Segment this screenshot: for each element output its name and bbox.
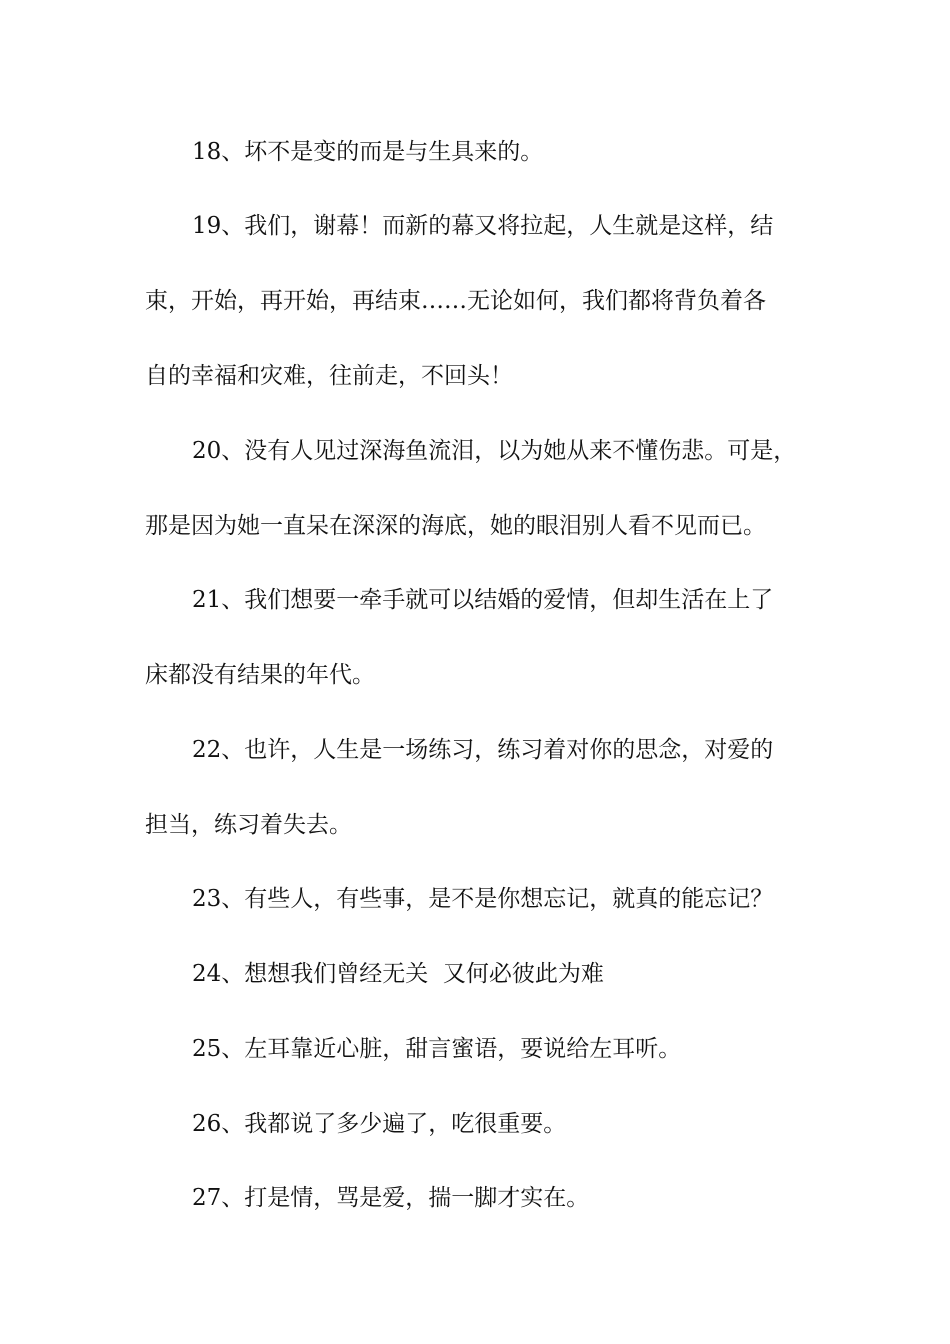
paragraph-line: 19、我们，谢幕！而新的幕又将拉起，人生就是这样，结 (192, 213, 774, 239)
paragraph-line: 25、左耳靠近心脏，甜言蜜语，要说给左耳听。 (192, 1036, 682, 1062)
paragraph-line: 26、我都说了多少遍了，吃很重要。 (192, 1111, 567, 1137)
paragraph-line: 床都没有结果的年代。 (145, 662, 375, 688)
paragraph-line: 20、没有人见过深海鱼流泪，以为她从来不懂伤悲。可是， (192, 438, 797, 464)
paragraph-line: 21、我们想要一牵手就可以结婚的爱情，但却生活在上了 (192, 587, 774, 613)
paragraph-line: 24、想想我们曾经无关 又何必彼此为难 (192, 961, 604, 987)
paragraph-line: 束，开始，再开始，再结束……无论如何，我们都将背负着各 (145, 288, 766, 314)
paragraph-line: 担当，练习着失去。 (145, 812, 352, 838)
paragraph-line: 18、坏不是变的而是与生具来的。 (192, 139, 544, 165)
paragraph-line: 那是因为她一直呆在深深的海底，她的眼泪别人看不见而已。 (145, 513, 766, 539)
paragraph-line: 自的幸福和灾难，往前走，不回头！ (145, 363, 513, 389)
paragraph-line: 22、也许，人生是一场练习，练习着对你的思念，对爱的 (192, 737, 774, 763)
paragraph-line: 23、有些人，有些事，是不是你想忘记，就真的能忘记？ (192, 886, 774, 912)
paragraph-line: 27、打是情，骂是爱，揣一脚才实在。 (192, 1185, 590, 1211)
